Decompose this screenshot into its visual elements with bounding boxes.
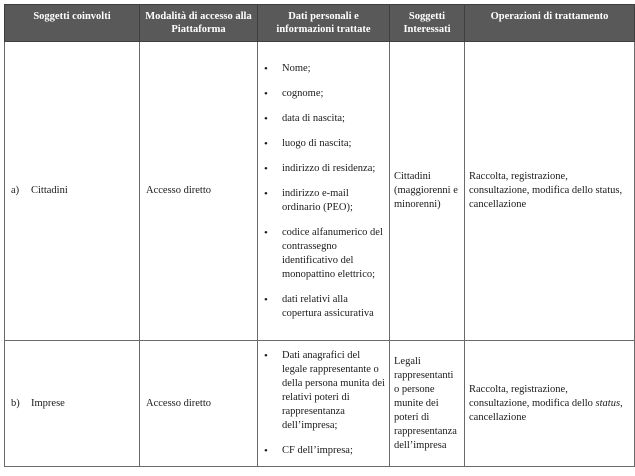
access-cell bbox=[140, 42, 258, 341]
subject-name: Cittadini bbox=[31, 185, 68, 196]
operations-text bbox=[469, 383, 630, 425]
interested-cell bbox=[390, 341, 465, 467]
data-cell bbox=[258, 42, 390, 341]
list-item: • Dati anagrafici del legale rappresentante o della persona munita dei relativi poteri di rappresentanza dell’impresa; bbox=[262, 349, 385, 433]
operations-text-end: , cancellazione bbox=[469, 397, 623, 423]
header-interested: Soggetti Interessati bbox=[390, 5, 465, 42]
header-row bbox=[5, 5, 635, 42]
interested-text: Legali rappresentanti o persone munite dei poteri di rappresentanza dell’impresa bbox=[394, 355, 457, 451]
table-row bbox=[5, 42, 635, 341]
data-list bbox=[262, 349, 385, 458]
access-cell bbox=[140, 341, 258, 467]
subject-cell bbox=[5, 42, 140, 341]
subject-name: Imprese bbox=[31, 397, 65, 409]
operations-text: Raccolta, registrazione, consultazione, modifica dello status, cancellazione bbox=[469, 171, 623, 210]
list-item: • CF dell’impresa; bbox=[262, 444, 385, 458]
list-item: • codice alfanumerico del contrassegno identificativo del monopattino elettrico; bbox=[262, 226, 385, 282]
row-letter: a) bbox=[11, 185, 20, 196]
operations-text-start: Raccolta, registrazione, consultazione, modifica dello bbox=[469, 383, 596, 409]
header-access: Modalità di accesso alla Piattaforma bbox=[140, 5, 258, 42]
access-mode: Accesso diretto bbox=[146, 185, 212, 196]
header-subjects: Soggetti coinvolti bbox=[5, 5, 140, 42]
list-item: • indirizzo e-mail ordinario (PEO); bbox=[262, 187, 385, 215]
header-data: Dati personali e informazioni trattate bbox=[258, 5, 390, 42]
header-operations: Operazioni di trattamento bbox=[465, 5, 635, 42]
list-item: • indirizzo di residenza; bbox=[262, 162, 385, 176]
list-item: • Nome; bbox=[262, 62, 385, 76]
row-letter: b) bbox=[11, 397, 20, 409]
data-list bbox=[262, 62, 385, 321]
data-processing-table bbox=[4, 4, 635, 467]
operations-cell bbox=[465, 341, 635, 467]
data-cell bbox=[258, 341, 390, 467]
list-item: • cognome; bbox=[262, 87, 385, 101]
table-row bbox=[5, 341, 635, 467]
interested-text: Cittadini (maggiorenni e minorenni) bbox=[394, 171, 458, 210]
subject-cell bbox=[5, 341, 140, 467]
list-item: • dati relativi alla copertura assicurativa bbox=[262, 293, 385, 321]
list-item: • data di nascita; bbox=[262, 112, 385, 126]
access-mode: Accesso diretto bbox=[146, 397, 212, 409]
interested-cell bbox=[390, 42, 465, 341]
list-item: • luogo di nascita; bbox=[262, 137, 385, 151]
operations-status-word: status bbox=[595, 397, 621, 409]
operations-cell bbox=[465, 42, 635, 341]
